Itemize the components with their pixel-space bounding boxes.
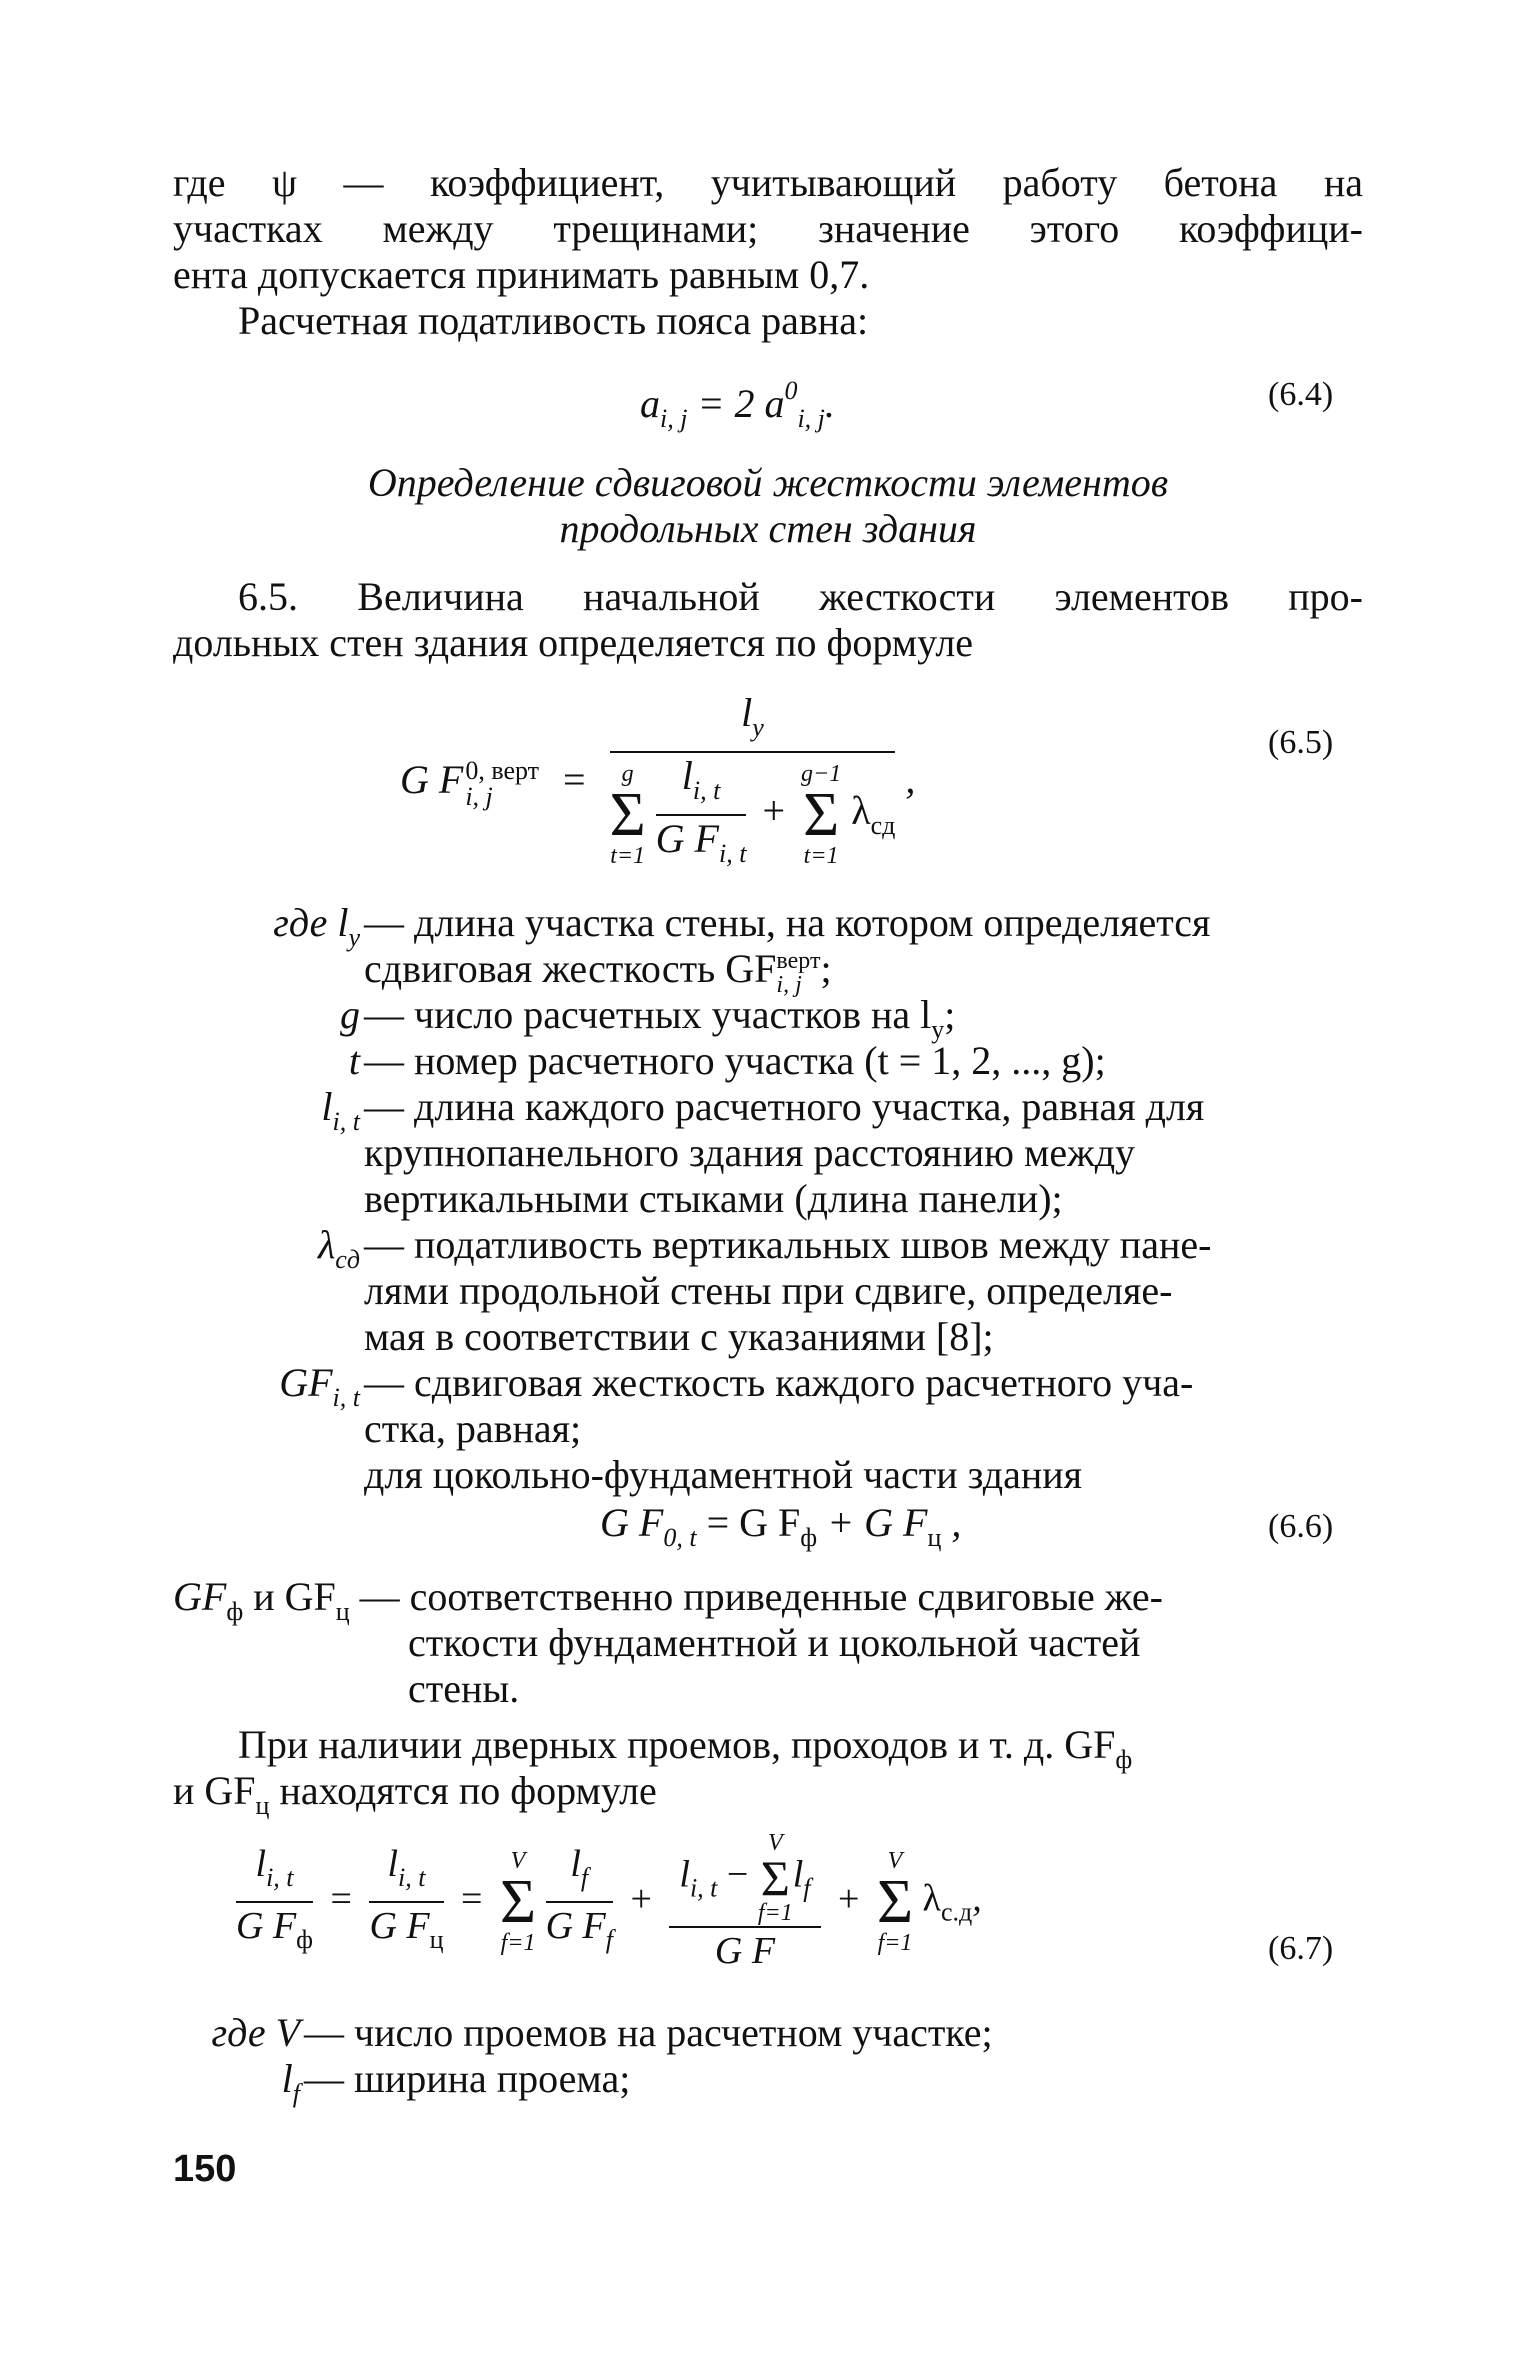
definition-text [364,900,1210,946]
eq65-lambda-sub: сд [870,811,896,841]
definition-term-text: l [321,1084,333,1129]
definition-term [321,1084,360,1145]
eq67-f3-den-gf: G F [545,1905,606,1947]
section-heading-line-2: продольных стен здания [559,506,977,551]
eq65-lhs: G F [400,757,464,803]
definition-text-supsub [776,949,820,997]
defs2-term-and-sub: ц [335,1597,350,1626]
definition-term-text: g [340,992,360,1037]
equation-number-6-7: (6.7) [1268,1930,1334,1967]
eq67-lambda: λ [922,1877,941,1920]
eq67-f2-num [369,1841,443,1903]
definition-text [364,1314,994,1360]
definition-text-main: — число проемов на расчетном участке; [304,2010,993,2055]
definition-term-text: где V [211,2010,300,2055]
defs2-term-and: и GF [253,1574,336,1619]
eq66-lhs: G F [600,1500,664,1545]
paragraph-1-line-3: ента допускается принимать равным 0,7. [173,252,870,297]
definition-text-main: лями продольной стены при сдвиге, определяе- [364,1268,1173,1313]
paragraph-4-line-2-sub: ц [255,1791,270,1820]
paragraph-2: Расчетная податливость пояса равна: [238,298,869,343]
eq67-f4-den-gf: G F [714,1930,776,1972]
eq67-f4-num-l: l [679,1853,690,1896]
eq66-lhs-sub: 0, t [663,1523,697,1552]
equation-number-6-6: (6.6) [1268,1508,1334,1545]
eq67-f3-den-sub: f [605,1925,613,1954]
definition-term [349,1038,360,1084]
definition-text [364,1268,1172,1314]
eq67-f1-den-gf: G F [236,1905,297,1947]
eq67-frac-4 [669,1830,820,1974]
definition-text [364,1084,1204,1130]
eq67-sum-2: V Σ f=1 [876,1848,914,1956]
eq65-inner-fraction [656,753,747,877]
equation-6-4 [640,368,835,442]
defs2-term-gf: GF [173,1574,227,1619]
definition-text-main: — сдвиговая жесткость каждого расчетного уча- [364,1360,1194,1405]
eq65-numerator [610,690,896,753]
equation-6-7: $\frac{l_{i, t}}{G F_ф}$ = $\frac{l_{i, t}}{G F_ц}$ = V Σ f=1 $\frac{l_f}{G F_f}$ + $l_{i, t}$ − V Σ f=1 $l_f$ G F + V Σ f=1 $\lambda_{с.д}$, [236,1830,982,1972]
eq67-f4-sum-bottom: f=1 [757,1900,793,1926]
eq65-equals: = [563,757,586,803]
definition-text-main: крупнопанельного здания расстоянию между [364,1130,1136,1175]
definition-term [318,1222,360,1283]
defs2-line-1-text: — соответственно приведенные сдвиговые же- [359,1574,1163,1619]
definition-text-main: сдвиговая жесткость GF [364,946,777,991]
eq67-f3-den [546,1903,613,1963]
eq65-sum-1: g Σ t=1 [609,761,646,869]
definition-term-text: λ [317,1222,336,1267]
eq64-rhs-sub: i, j [797,404,825,433]
paragraph-3-line-2: дольных стен здания определяется по формуле [173,620,974,665]
eq65-numerator-l: l [741,690,753,735]
eq65-inner-den-gf: G F [655,816,719,861]
paragraph-1-line-2: участках между трещинами; значение этого коэффици- [173,206,1363,251]
eq67-f1-den-sub: ф [296,1925,314,1954]
eq67-f4-sum-top: V [767,1830,783,1856]
eq65-denominator [610,753,896,877]
eq64-lhs: a [640,381,660,426]
eq67-f1-num-sub: i, t [266,1863,294,1892]
paragraph-4-line-1-sub: ф [1115,1745,1133,1774]
definition-term-text: t [348,1038,360,1083]
definition-term-sub: i, t [332,1383,360,1412]
definition-text-main: — номер расчетного участка (t = 1, 2, ..., g); [364,1038,1106,1083]
definition-text [304,2010,993,2056]
definition-term [282,2056,300,2117]
eq65-main-fraction [610,690,896,877]
eq65-inner-num-sub: i, t [692,776,721,805]
eq67-f1-num [236,1841,313,1903]
eq67-f1-num-l: l [255,1843,267,1885]
definitions-2-line-2: сткости фундаментной и цокольной частей [408,1620,1141,1665]
eq67-f2-num-l: l [387,1843,399,1885]
eq67-f4-den [669,1928,820,1974]
eq67-f2-num-sub: i, t [398,1863,426,1892]
eq67-frac-1 [236,1841,313,1963]
definition-text [364,946,832,997]
eq65-inner-den [656,816,747,877]
definition-text [364,1176,1063,1222]
paragraph-3-line-1: 6.5. Величина начальной жесткости элементов про- [238,574,1363,619]
definition-text-main: — ширина проема; [304,2056,631,2101]
eq67-f4-l-sub: f [803,1873,811,1903]
definition-text [364,1222,1211,1268]
eq67-f4-sum: V Σ f=1 [757,1830,793,1926]
eq65-inner-den-sub: i, t [719,839,747,868]
eq67-sum1-bottom: f=1 [500,1930,536,1956]
section-heading-line-1: Определение сдвиговой жесткости элементов [367,460,1169,505]
eq64-lhs-sub: i, j [660,404,688,433]
definition-text [364,1360,1193,1406]
eq67-lambda-sub: с.д [940,1897,973,1927]
definition-text-main: — число расчетных участков на l [364,992,932,1037]
definition-term-text: l [281,2056,293,2101]
definition-text-main: вертикальными стыками (длина панели); [364,1176,1063,1221]
definitions-2-line-3: стены. [408,1666,520,1711]
definition-term [340,992,360,1038]
eq65-sum2-bottom: t=1 [803,843,839,869]
eq65-lhs-sub: i, j [465,781,493,811]
eq67-frac-2 [369,1841,443,1963]
definition-text [364,1406,581,1452]
eq65-sum1-bottom: t=1 [610,843,646,869]
eq67-f4-num-sub: i, t [689,1873,718,1903]
equation-6-5 [400,690,915,877]
definition-term [273,900,360,961]
eq67-f3-num-l: l [570,1843,581,1885]
eq67-f2-den-gf: G F [369,1905,430,1947]
definition-term-sub: i, t [332,1107,360,1136]
equation-6-6 [600,1500,961,1561]
definition-text [304,2056,630,2102]
eq64-rhs: = 2 a [697,381,785,426]
definition-term-text: где l [273,900,349,945]
eq67-f2-den-sub: ц [429,1925,444,1954]
definition-term [211,2010,300,2056]
definition-text-tail: ; [820,946,832,991]
definition-text [364,1130,1135,1176]
definition-text-sub2: i, j [776,971,802,998]
eq65-sum2-top: g−1 [801,761,842,787]
eq65-plus: + [762,788,786,834]
eq66-rhs-2-sub: ц [927,1523,942,1552]
eq65-sum1-top: g [621,761,634,787]
eq67-sum2-top: V [887,1848,903,1874]
definition-text-main: — длина каждого расчетного участка, равная для [364,1084,1205,1129]
eq67-f4-l: l [792,1853,804,1896]
page-number: 150 [173,2148,237,2190]
equation-number-6-4: (6.4) [1268,376,1334,413]
eq64-rhs-sup: 0 [784,376,798,405]
definition-term-text: GF [279,1360,333,1405]
eq65-lhs-sup: 0, верт [465,755,540,785]
paragraph-4-line-1-text: При наличии дверных проемов, проходов и т. д. GF [238,1722,1116,1767]
definition-text-sub: y [931,1015,945,1044]
eq67-sum-1: V Σ f=1 [499,1848,537,1956]
definition-term-sub: y [348,923,360,952]
eq66-rhs-1-sub: ф [800,1523,818,1552]
definition-term-sub: f [292,2079,300,2108]
definition-text-main: мая в соответствии с указаниями [8]; [364,1314,994,1359]
eq65-tail: , [905,756,916,802]
paragraph-4-line-2-text: находятся по формуле [279,1768,657,1813]
definition-text-main: — податливость вертикальных швов между пане- [364,1222,1212,1267]
eq67-f3-num-sub: f [580,1863,589,1892]
definition-text-main: стка, равная; [364,1406,582,1451]
eq67-f1-den [236,1903,313,1963]
eq66-rhs-2: + G F [827,1500,928,1545]
eq65-numerator-sub: y [752,713,764,742]
eq67-f3-num [546,1841,613,1903]
definition-text-main: для цокольно-фундаментной части здания [364,1452,1083,1497]
eq65-lambda: λ [851,788,871,834]
eq67-frac-3 [546,1841,613,1963]
eq67-sum1-top: V [510,1848,526,1874]
definition-term-sub: сд [335,1245,360,1274]
definition-text-main: — длина участка стены, на котором определяется [364,900,1211,945]
definition-text [364,1452,1082,1498]
eq65-inner-num-l: l [681,753,693,798]
definition-term [279,1360,360,1421]
eq67-f2-den [369,1903,443,1963]
paragraph-1-line-1: где ψ — коэффициент, учитывающий работу бетона на [173,160,1363,205]
eq66-tail: , [951,1500,962,1545]
eq67-tail: , [972,1877,982,1920]
definition-text [364,1038,1106,1084]
eq65-sum-2: g−1 Σ t=1 [801,761,842,869]
equation-number-6-5: (6.5) [1268,724,1334,761]
eq64-tail: . [824,381,835,426]
eq67-f4-minus: − [726,1853,749,1896]
paragraph-4-line-2 [173,1768,1363,1829]
eq67-f4-num [669,1830,820,1928]
paragraph-4-line-2-gf: и GF [173,1768,256,1813]
eq67-sum2-bottom: f=1 [877,1930,913,1956]
definition-text-tail: ; [944,992,956,1037]
eq66-rhs-1: = G F [706,1500,801,1545]
eq65-inner-num [656,753,747,816]
definition-text-sup: верт [776,947,821,974]
defs2-term-gf-sub: ф [226,1597,244,1626]
